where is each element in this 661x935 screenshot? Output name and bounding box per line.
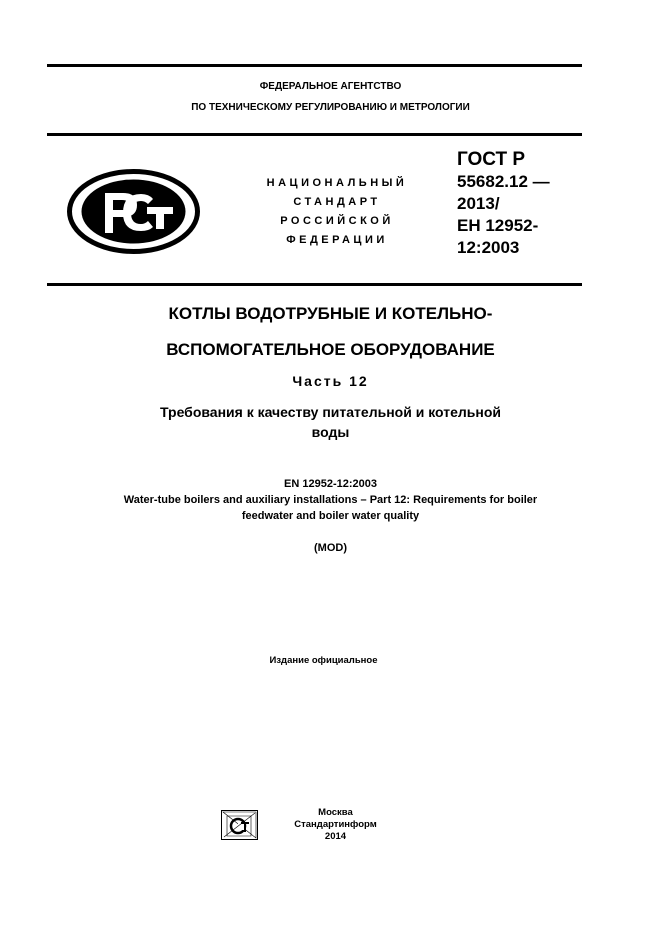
part-label: Часть 12	[292, 373, 369, 389]
mod-label: (MOD)	[314, 542, 347, 554]
standard-label-line-2: СТАНДАРТ	[293, 196, 381, 208]
standard-label-line-4: ФЕДЕРАЦИИ	[286, 234, 388, 246]
standard-label-line-3: РОССИЙСКОЙ	[280, 215, 394, 227]
publisher-city: Москва	[318, 807, 353, 818]
publisher-block	[278, 807, 393, 843]
title-line-1: КОТЛЫ ВОДОТРУБНЫЕ И КОТЕЛЬНО-	[168, 304, 493, 323]
gost-line-2: 55682.12 —	[457, 172, 550, 191]
title-line-2: ВСПОМОГАТЕЛЬНОЕ ОБОРУДОВАНИЕ	[166, 340, 495, 359]
document-subtitle	[0, 402, 661, 442]
top-rule	[47, 64, 582, 67]
subtitle-line-2: воды	[311, 424, 350, 440]
subtitle-line-1: Требования к качеству питательной и котельной	[160, 404, 501, 420]
en-title-line-1: Water-tube boilers and auxiliary installations – Part 12: Requirements for boiler	[123, 494, 538, 506]
publisher-name: Стандартинформ	[294, 819, 377, 830]
gost-line-5: 12:2003	[457, 238, 520, 257]
publisher-year: 2014	[324, 831, 347, 842]
gost-line-1: ГОСТ Р	[457, 149, 526, 170]
title-rule	[47, 283, 582, 286]
gost-number	[457, 149, 607, 259]
en-reference	[0, 476, 661, 524]
standard-label-line-1: НАЦИОНАЛЬНЫЙ	[266, 177, 408, 189]
rosstandart-pct-logo-icon	[67, 169, 200, 254]
agency-header	[0, 76, 661, 118]
edition-label: Издание официальное	[269, 655, 378, 666]
en-title-line-2: feedwater and boiler water quality	[241, 510, 420, 522]
gost-line-4: ЕН 12952-	[457, 216, 539, 235]
standartinform-logo-icon	[221, 810, 258, 840]
document-title	[0, 296, 661, 368]
national-standard-label	[252, 174, 422, 250]
agency-line-2: ПО ТЕХНИЧЕСКОМУ РЕГУЛИРОВАНИЮ И МЕТРОЛОГИИ	[191, 102, 470, 113]
en-code: EN 12952-12:2003	[284, 478, 377, 490]
header-rule	[47, 133, 582, 136]
agency-line-1: ФЕДЕРАЛЬНОЕ АГЕНТСТВО	[259, 81, 402, 92]
gost-line-3: 2013/	[457, 194, 500, 213]
